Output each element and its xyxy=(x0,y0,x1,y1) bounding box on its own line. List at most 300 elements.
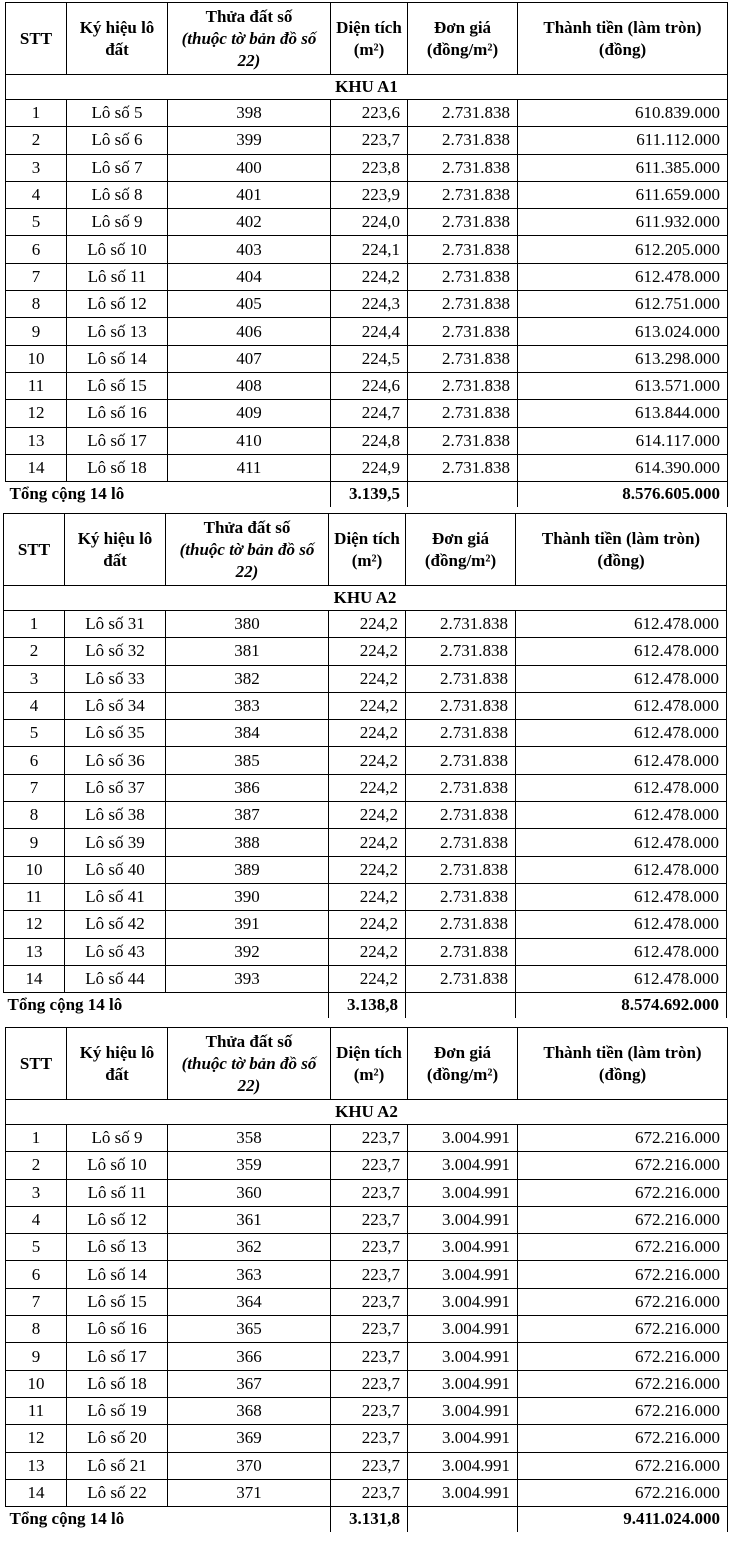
row-area: 224,2 xyxy=(329,938,406,965)
row-amount: 612.478.000 xyxy=(516,802,727,829)
table-row xyxy=(4,965,727,992)
row-unit-price: 2.731.838 xyxy=(408,400,518,427)
header-area xyxy=(329,514,406,586)
row-unit-price: 3.004.991 xyxy=(408,1152,518,1179)
row-stt: 6 xyxy=(6,1261,67,1288)
price-table xyxy=(5,1027,728,1532)
row-parcel: 403 xyxy=(168,236,331,263)
row-stt: 9 xyxy=(6,318,67,345)
row-parcel: 401 xyxy=(168,181,331,208)
table-row xyxy=(6,127,728,154)
table-row xyxy=(6,236,728,263)
row-amount: 611.112.000 xyxy=(518,127,728,154)
row-lot-code: Lô số 9 xyxy=(67,209,168,236)
header-lot-code: Ký hiệu lô đất xyxy=(67,1028,168,1100)
row-area: 224,2 xyxy=(329,774,406,801)
row-stt: 10 xyxy=(6,345,67,372)
row-area: 223,7 xyxy=(331,1206,408,1233)
row-lot-code: Lô số 22 xyxy=(67,1479,168,1506)
row-amount: 672.216.000 xyxy=(518,1179,728,1206)
row-unit-price: 2.731.838 xyxy=(406,720,516,747)
row-unit-price: 3.004.991 xyxy=(408,1452,518,1479)
row-unit-price: 2.731.838 xyxy=(408,263,518,290)
row-stt: 10 xyxy=(6,1370,67,1397)
row-amount: 672.216.000 xyxy=(518,1425,728,1452)
header-area-unit: (m²) xyxy=(353,1064,385,1084)
row-amount: 612.478.000 xyxy=(516,883,727,910)
row-unit-price: 2.731.838 xyxy=(406,883,516,910)
row-lot-code: Lô số 31 xyxy=(65,611,166,638)
table-row xyxy=(4,611,727,638)
row-amount: 672.216.000 xyxy=(518,1316,728,1343)
row-lot-code: Lô số 19 xyxy=(67,1397,168,1424)
row-lot-code: Lô số 6 xyxy=(67,127,168,154)
row-lot-code: Lô số 8 xyxy=(67,181,168,208)
table-header-row xyxy=(4,514,727,586)
row-amount: 672.216.000 xyxy=(518,1479,728,1506)
row-stt: 10 xyxy=(4,856,65,883)
zone-label: KHU A2 xyxy=(4,586,727,611)
row-parcel: 365 xyxy=(168,1316,331,1343)
row-area: 224,4 xyxy=(331,318,408,345)
row-area: 223,7 xyxy=(331,1234,408,1261)
row-area: 223,7 xyxy=(331,1397,408,1424)
row-unit-price: 2.731.838 xyxy=(408,209,518,236)
row-area: 224,2 xyxy=(329,802,406,829)
row-parcel: 404 xyxy=(168,263,331,290)
row-parcel: 370 xyxy=(168,1452,331,1479)
table-row xyxy=(4,665,727,692)
header-stt: STT xyxy=(6,3,67,75)
row-unit-price: 2.731.838 xyxy=(406,965,516,992)
header-area-label: Diện tích xyxy=(336,17,402,37)
row-stt: 3 xyxy=(6,1179,67,1206)
row-stt: 7 xyxy=(6,263,67,290)
row-lot-code: Lô số 5 xyxy=(67,100,168,127)
row-parcel: 358 xyxy=(168,1125,331,1152)
row-lot-code: Lô số 33 xyxy=(65,665,166,692)
row-amount: 611.932.000 xyxy=(518,209,728,236)
row-area: 224,5 xyxy=(331,345,408,372)
row-amount: 612.478.000 xyxy=(516,829,727,856)
row-stt: 2 xyxy=(6,1152,67,1179)
row-amount: 612.478.000 xyxy=(518,263,728,290)
row-unit-price: 3.004.991 xyxy=(408,1397,518,1424)
row-unit-price: 3.004.991 xyxy=(408,1234,518,1261)
row-stt: 12 xyxy=(6,1425,67,1452)
row-area: 224,2 xyxy=(329,911,406,938)
header-area-label: Diện tích xyxy=(334,528,400,548)
total-label: Tổng cộng 14 lô xyxy=(6,1507,331,1532)
table-row xyxy=(4,720,727,747)
table-header-row xyxy=(6,1028,728,1100)
row-lot-code: Lô số 16 xyxy=(67,400,168,427)
row-parcel: 406 xyxy=(168,318,331,345)
row-stt: 4 xyxy=(6,1206,67,1233)
row-amount: 672.216.000 xyxy=(518,1206,728,1233)
row-amount: 613.024.000 xyxy=(518,318,728,345)
row-stt: 5 xyxy=(6,1234,67,1261)
row-parcel: 381 xyxy=(166,638,329,665)
row-unit-price: 2.731.838 xyxy=(406,638,516,665)
row-lot-code: Lô số 13 xyxy=(67,1234,168,1261)
row-lot-code: Lô số 21 xyxy=(67,1452,168,1479)
row-area: 224,3 xyxy=(331,291,408,318)
table-row xyxy=(6,400,728,427)
row-amount: 612.478.000 xyxy=(516,692,727,719)
row-stt: 4 xyxy=(4,692,65,719)
row-parcel: 391 xyxy=(166,911,329,938)
row-parcel: 364 xyxy=(168,1288,331,1315)
row-stt: 13 xyxy=(6,427,67,454)
table-row xyxy=(6,100,728,127)
table-row xyxy=(4,774,727,801)
row-amount: 611.385.000 xyxy=(518,154,728,181)
row-lot-code: Lô số 39 xyxy=(65,829,166,856)
table-row xyxy=(6,1234,728,1261)
row-lot-code: Lô số 17 xyxy=(67,1343,168,1370)
row-parcel: 411 xyxy=(168,454,331,481)
row-parcel: 398 xyxy=(168,100,331,127)
row-stt: 6 xyxy=(6,236,67,263)
row-stt: 3 xyxy=(4,665,65,692)
row-unit-price: 2.731.838 xyxy=(406,692,516,719)
row-lot-code: Lô số 12 xyxy=(67,1206,168,1233)
table-header-row xyxy=(6,3,728,75)
row-unit-price: 2.731.838 xyxy=(408,127,518,154)
row-area: 224,2 xyxy=(329,856,406,883)
table-row xyxy=(6,1425,728,1452)
row-area: 223,6 xyxy=(331,100,408,127)
row-lot-code: Lô số 34 xyxy=(65,692,166,719)
row-parcel: 359 xyxy=(168,1152,331,1179)
row-lot-code: Lô số 14 xyxy=(67,345,168,372)
row-unit-price: 2.731.838 xyxy=(406,911,516,938)
row-lot-code: Lô số 42 xyxy=(65,911,166,938)
row-unit-price: 2.731.838 xyxy=(406,856,516,883)
row-lot-code: Lô số 15 xyxy=(67,372,168,399)
header-parcel-note: (thuộc tờ bản đồ số 22) xyxy=(181,1053,317,1095)
row-area: 224,2 xyxy=(329,883,406,910)
total-price-empty xyxy=(408,1507,518,1532)
row-parcel: 360 xyxy=(168,1179,331,1206)
land-price-table-a2-first xyxy=(3,513,726,1018)
row-amount: 672.216.000 xyxy=(518,1152,728,1179)
header-unit-price: Đơn giá (đồng/m²) xyxy=(408,3,518,75)
row-unit-price: 3.004.991 xyxy=(408,1288,518,1315)
row-parcel: 387 xyxy=(166,802,329,829)
table-row xyxy=(6,1125,728,1152)
row-stt: 4 xyxy=(6,181,67,208)
row-stt: 14 xyxy=(6,1479,67,1506)
row-parcel: 367 xyxy=(168,1370,331,1397)
row-lot-code: Lô số 32 xyxy=(65,638,166,665)
row-amount: 672.216.000 xyxy=(518,1452,728,1479)
row-stt: 5 xyxy=(4,720,65,747)
header-area-unit: (m²) xyxy=(351,550,383,570)
row-amount: 672.216.000 xyxy=(518,1397,728,1424)
row-amount: 613.844.000 xyxy=(518,400,728,427)
table-row xyxy=(4,638,727,665)
header-lot-code: Ký hiệu lô đất xyxy=(67,3,168,75)
header-parcel-note: (thuộc tờ bản đồ số 22) xyxy=(179,539,315,581)
row-area: 224,2 xyxy=(329,829,406,856)
row-lot-code: Lô số 13 xyxy=(67,318,168,345)
row-amount: 612.478.000 xyxy=(516,665,727,692)
land-price-table-a2-second xyxy=(5,1027,727,1532)
row-lot-code: Lô số 44 xyxy=(65,965,166,992)
row-lot-code: Lô số 12 xyxy=(67,291,168,318)
table-row xyxy=(4,747,727,774)
row-unit-price: 3.004.991 xyxy=(408,1343,518,1370)
row-parcel: 389 xyxy=(166,856,329,883)
row-amount: 614.117.000 xyxy=(518,427,728,454)
row-area: 223,7 xyxy=(331,1370,408,1397)
row-lot-code: Lô số 40 xyxy=(65,856,166,883)
row-amount: 672.216.000 xyxy=(518,1234,728,1261)
row-parcel: 386 xyxy=(166,774,329,801)
table-row xyxy=(4,856,727,883)
header-lot-code: Ký hiệu lô đất xyxy=(65,514,166,586)
row-parcel: 383 xyxy=(166,692,329,719)
row-parcel: 393 xyxy=(166,965,329,992)
row-area: 223,7 xyxy=(331,1316,408,1343)
table-row xyxy=(6,1261,728,1288)
row-lot-code: Lô số 10 xyxy=(67,236,168,263)
row-area: 223,7 xyxy=(331,1125,408,1152)
price-table xyxy=(3,513,727,1018)
table-row xyxy=(4,692,727,719)
total-row xyxy=(6,1507,728,1532)
table-row xyxy=(4,938,727,965)
row-lot-code: Lô số 43 xyxy=(65,938,166,965)
total-label: Tổng cộng 14 lô xyxy=(4,993,329,1018)
row-amount: 614.390.000 xyxy=(518,454,728,481)
header-amount: Thành tiền (làm tròn) (đồng) xyxy=(518,3,728,75)
header-area xyxy=(331,1028,408,1100)
row-area: 223,7 xyxy=(331,1452,408,1479)
row-area: 224,2 xyxy=(329,665,406,692)
row-stt: 9 xyxy=(4,829,65,856)
row-parcel: 363 xyxy=(168,1261,331,1288)
row-lot-code: Lô số 20 xyxy=(67,1425,168,1452)
land-price-table-a1 xyxy=(5,2,727,507)
row-area: 224,1 xyxy=(331,236,408,263)
header-stt: STT xyxy=(6,1028,67,1100)
row-stt: 7 xyxy=(6,1288,67,1315)
header-parcel-main: Thửa đất số xyxy=(205,6,293,26)
row-area: 223,9 xyxy=(331,181,408,208)
row-parcel: 368 xyxy=(168,1397,331,1424)
row-area: 224,2 xyxy=(329,720,406,747)
row-area: 224,9 xyxy=(331,454,408,481)
row-stt: 13 xyxy=(4,938,65,965)
row-area: 223,7 xyxy=(331,1479,408,1506)
row-stt: 11 xyxy=(6,1397,67,1424)
row-area: 223,7 xyxy=(331,1425,408,1452)
header-parcel-main: Thửa đất số xyxy=(203,517,291,537)
row-lot-code: Lô số 10 xyxy=(67,1152,168,1179)
table-row xyxy=(6,318,728,345)
row-unit-price: 2.731.838 xyxy=(408,454,518,481)
header-unit-price: Đơn giá (đồng/m²) xyxy=(406,514,516,586)
row-parcel: 410 xyxy=(168,427,331,454)
row-unit-price: 2.731.838 xyxy=(406,611,516,638)
row-amount: 612.478.000 xyxy=(516,856,727,883)
row-lot-code: Lô số 37 xyxy=(65,774,166,801)
row-amount: 612.205.000 xyxy=(518,236,728,263)
row-parcel: 385 xyxy=(166,747,329,774)
row-amount: 672.216.000 xyxy=(518,1261,728,1288)
row-area: 223,7 xyxy=(331,1288,408,1315)
row-parcel: 371 xyxy=(168,1479,331,1506)
table-row xyxy=(6,181,728,208)
zone-label: KHU A1 xyxy=(6,75,728,100)
row-stt: 12 xyxy=(6,400,67,427)
row-unit-price: 3.004.991 xyxy=(408,1179,518,1206)
table-row xyxy=(6,1206,728,1233)
row-unit-price: 2.731.838 xyxy=(408,372,518,399)
total-price-empty xyxy=(406,993,516,1018)
row-unit-price: 2.731.838 xyxy=(406,774,516,801)
row-parcel: 408 xyxy=(168,372,331,399)
row-amount: 613.298.000 xyxy=(518,345,728,372)
header-area-label: Diện tích xyxy=(336,1042,402,1062)
total-area: 3.131,8 xyxy=(331,1507,408,1532)
row-lot-code: Lô số 41 xyxy=(65,883,166,910)
table-row xyxy=(6,427,728,454)
row-lot-code: Lô số 14 xyxy=(67,1261,168,1288)
row-stt: 6 xyxy=(4,747,65,774)
row-amount: 672.216.000 xyxy=(518,1370,728,1397)
row-area: 223,7 xyxy=(331,1261,408,1288)
total-area: 3.138,8 xyxy=(329,993,406,1018)
table-row xyxy=(6,209,728,236)
row-parcel: 366 xyxy=(168,1343,331,1370)
table-row xyxy=(4,802,727,829)
table-row xyxy=(4,911,727,938)
table-row xyxy=(6,1479,728,1506)
row-lot-code: Lô số 11 xyxy=(67,1179,168,1206)
table-row xyxy=(4,883,727,910)
row-lot-code: Lô số 35 xyxy=(65,720,166,747)
total-amount: 8.574.692.000 xyxy=(516,993,727,1018)
row-parcel: 384 xyxy=(166,720,329,747)
header-area-unit: (m²) xyxy=(353,39,385,59)
row-area: 223,7 xyxy=(331,127,408,154)
row-parcel: 388 xyxy=(166,829,329,856)
row-stt: 13 xyxy=(6,1452,67,1479)
total-area: 3.139,5 xyxy=(331,482,408,507)
row-parcel: 361 xyxy=(168,1206,331,1233)
row-unit-price: 2.731.838 xyxy=(406,747,516,774)
table-row xyxy=(4,829,727,856)
row-amount: 613.571.000 xyxy=(518,372,728,399)
row-unit-price: 3.004.991 xyxy=(408,1479,518,1506)
table-row xyxy=(6,1179,728,1206)
row-lot-code: Lô số 15 xyxy=(67,1288,168,1315)
row-lot-code: Lô số 11 xyxy=(67,263,168,290)
table-row xyxy=(6,1288,728,1315)
row-area: 223,8 xyxy=(331,154,408,181)
row-unit-price: 3.004.991 xyxy=(408,1206,518,1233)
row-unit-price: 2.731.838 xyxy=(406,829,516,856)
table-row xyxy=(6,345,728,372)
row-amount: 612.751.000 xyxy=(518,291,728,318)
table-row xyxy=(6,372,728,399)
row-lot-code: Lô số 16 xyxy=(67,1316,168,1343)
zone-row xyxy=(6,75,728,100)
row-amount: 612.478.000 xyxy=(516,611,727,638)
row-area: 224,8 xyxy=(331,427,408,454)
row-stt: 2 xyxy=(6,127,67,154)
zone-label: KHU A2 xyxy=(6,1100,728,1125)
total-row xyxy=(4,993,727,1018)
header-parcel-main: Thửa đất số xyxy=(205,1031,293,1051)
row-stt: 8 xyxy=(6,1316,67,1343)
row-stt: 2 xyxy=(4,638,65,665)
row-amount: 611.659.000 xyxy=(518,181,728,208)
total-amount: 9.411.024.000 xyxy=(518,1507,728,1532)
row-stt: 5 xyxy=(6,209,67,236)
row-area: 224,2 xyxy=(329,638,406,665)
row-parcel: 390 xyxy=(166,883,329,910)
row-amount: 612.478.000 xyxy=(516,774,727,801)
row-unit-price: 3.004.991 xyxy=(408,1425,518,1452)
row-stt: 14 xyxy=(6,454,67,481)
header-parcel xyxy=(166,514,329,586)
table-row xyxy=(6,1343,728,1370)
row-amount: 672.216.000 xyxy=(518,1125,728,1152)
row-parcel: 407 xyxy=(168,345,331,372)
row-parcel: 402 xyxy=(168,209,331,236)
row-stt: 8 xyxy=(6,291,67,318)
row-parcel: 409 xyxy=(168,400,331,427)
row-amount: 612.478.000 xyxy=(516,911,727,938)
row-lot-code: Lô số 7 xyxy=(67,154,168,181)
row-amount: 672.216.000 xyxy=(518,1343,728,1370)
row-parcel: 405 xyxy=(168,291,331,318)
row-unit-price: 2.731.838 xyxy=(408,181,518,208)
row-parcel: 382 xyxy=(166,665,329,692)
row-area: 224,6 xyxy=(331,372,408,399)
header-area xyxy=(331,3,408,75)
row-stt: 12 xyxy=(4,911,65,938)
row-lot-code: Lô số 36 xyxy=(65,747,166,774)
row-stt: 14 xyxy=(4,965,65,992)
header-amount: Thành tiền (làm tròn) (đồng) xyxy=(518,1028,728,1100)
row-stt: 8 xyxy=(4,802,65,829)
row-unit-price: 2.731.838 xyxy=(408,291,518,318)
row-stt: 1 xyxy=(6,1125,67,1152)
table-row xyxy=(6,1316,728,1343)
row-amount: 612.478.000 xyxy=(516,747,727,774)
row-area: 224,7 xyxy=(331,400,408,427)
row-stt: 11 xyxy=(4,883,65,910)
row-stt: 1 xyxy=(6,100,67,127)
row-unit-price: 2.731.838 xyxy=(406,665,516,692)
row-stt: 3 xyxy=(6,154,67,181)
row-area: 223,7 xyxy=(331,1343,408,1370)
header-parcel xyxy=(168,1028,331,1100)
row-stt: 1 xyxy=(4,611,65,638)
row-parcel: 399 xyxy=(168,127,331,154)
total-row xyxy=(6,482,728,507)
table-row xyxy=(6,1452,728,1479)
row-lot-code: Lô số 38 xyxy=(65,802,166,829)
row-unit-price: 2.731.838 xyxy=(408,318,518,345)
header-parcel-note: (thuộc tờ bản đồ số 22) xyxy=(181,28,317,70)
